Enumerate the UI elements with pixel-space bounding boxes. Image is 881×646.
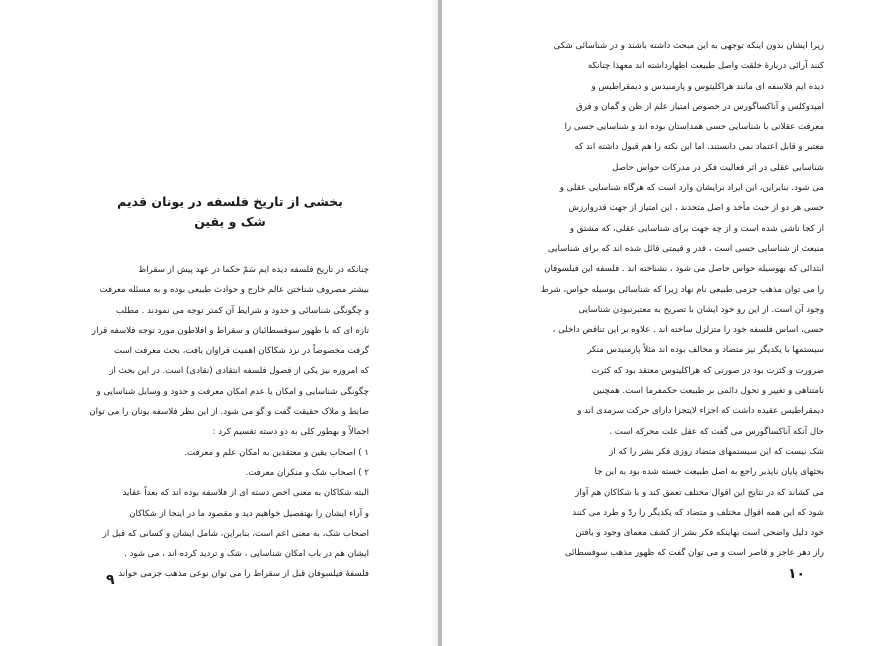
- text-line: چنانکه در تاریخ فلسفه دیده ایم سَمّ حکما در عهد پیش از سقراط: [138, 265, 369, 275]
- text-line: معرفت عقلانی با شناسایی حسی همداستان بوده اند و شناسایی حسی را: [564, 122, 824, 133]
- text-line: می شود. بنابراین، این ایراد برایشان وارد است که هرگاه شناسایی عقلی و: [559, 183, 824, 194]
- page-number-right: ۱۰: [788, 566, 806, 582]
- text-line: و آراء ایشان را بهتفصیل خواهیم دید و مقصود ما در اینجا از شکاکان: [129, 508, 369, 519]
- text-line: دیمقراطیس عقیده داشت که اجزاء لایتجزا دارای حرکت سرمدی اند و: [577, 406, 824, 417]
- chapter-title: [100, 192, 360, 232]
- text-line: امپدوکلس و آناکساگورس در خصوص امتیاز علم از ظن و گمان و فرق: [576, 101, 824, 112]
- text-line: معتبر و قابل اعتماد نمی دانستند. اما این نکته را هم قبول داشته اند که: [574, 142, 824, 153]
- text-line: تازه ای که با ظهور سوفسطائیان و سقراط و افلاطون مورد توجه فلاسفه قرار: [91, 325, 369, 336]
- text-line: منبعث از شناسایی حسی است ، قدر و قیمتی قائل شده اند که برای شناسایی: [547, 243, 824, 254]
- text-line: ابتدائی که بهوسیله حواس حاصل می شود ، نشناخته اند . فلسفه این فیلسوفان: [544, 264, 824, 275]
- text-line: حسی هر دو از حیث مأخذ و اصل متحدند ، این امتیاز از جهت قدروارزش: [568, 203, 824, 214]
- list-item-2: ۲ ) اصحاب شک و منکران معرفت.: [245, 467, 369, 478]
- text-line: ضابط و ملاک حقیقت گفت و گو می شود. از این نظر فلاسفه یونان را می توان: [89, 407, 369, 418]
- text-line: را می توان مذهب جزمی طبیعی نام نهاد زیرا که شناسائی بوسیله حواس، شرط: [540, 284, 824, 295]
- list-item-1: ۱ ) اصحاب یقین و معتقدین به امکان علم و معرفت.: [184, 447, 369, 458]
- chapter-title-line-1: بخشی از تاریخ فلسفه در یونان قدیم: [117, 194, 343, 209]
- text-line: بحثهای پایان ناپذیر راجع به اصل طبیعت خسته شده بود به این جا: [594, 467, 824, 478]
- text-line: اجمالاً و بهطور کلی به دو دسته تقسیم کرد :: [212, 427, 369, 438]
- text-line: از کجا ناشی شده است و از چه جهت برای شناسایی عقلی، که مشتق و: [569, 223, 824, 234]
- text-line: نامتناهی و تغییر و تحول دائمی بر طبیعت حکمفرما است. همچنین: [592, 386, 824, 397]
- left-page-body: [47, 260, 369, 585]
- right-page-body: [497, 36, 824, 564]
- text-line: شود که این همه اقوال مختلف و متضاد که یکدیگر را ردّ و طرد می کنند: [572, 507, 824, 518]
- text-line: حسی، اساس فلسفه خود را متزلزل ساخته اند . علاوه بر این تناقض داخلی ،: [552, 325, 824, 336]
- text-line: شناسایی عقلی در اثر فعالیت فکر در مدرکات حواس حاصل: [612, 162, 824, 173]
- text-line: راز دهر عاجز و قاصر است و می توان گفت که ظهور مذهب سوفسطائی: [564, 548, 824, 559]
- text-line: و چگونگی شناسائی و حدود و شرایط آن کمتر توجه می نمودند . مطلب: [115, 305, 369, 316]
- text-line: شک نیست که این سیستمهای متضاد روزی فکر بشر را که از: [609, 446, 824, 457]
- text-line: کنند آرائی دربارهٔ خلقت واصل طبیعت اظهارداشته اند معهذا چنانکه: [587, 61, 824, 72]
- text-line: خود دلیل واضحی است بهاینکه فکر بشر از کشف معمای وجود و یافتن: [575, 528, 824, 539]
- gutter-shadow-left: [430, 0, 438, 646]
- text-line: وجود آن است. از این رو خود ایشان با تصریح به معتبرنبودن شناسایی: [578, 304, 824, 315]
- text-line: می کشاند که در نتایج این اقوال مختلف تعمق کند و با شکاکان هم آواز: [575, 487, 824, 498]
- text-line: دیده ایم فلاسفه ای مانند هراکلیتوس و پارمنیدس و دیمقراطیس و: [591, 81, 824, 92]
- text-line: که امروزه نیز یکی از فصول فلسفه انتقادی (نقادی) است. در این بحث از: [109, 366, 369, 377]
- text-line: بیشتر مصروف شناختن عالم خارج و حوادث طبیعی بوده و به مسئله معرفت: [99, 285, 369, 296]
- text-line: ضرورت و کثرت بود در صورتی که هراکلیتوس معتقد بود که کثرت: [591, 365, 824, 376]
- text-line: زیرا ایشان بدون اینکه توجهی به این مبحث داشته باشند و در شناسائی شکی: [553, 41, 824, 51]
- text-line: البته شکاکان به معنی اخص دسته ای از فلاسفه بوده اند که بعداً عقاید: [122, 488, 369, 499]
- left-page: [0, 0, 438, 646]
- chapter-title-line-2: شک و یقین: [194, 214, 266, 229]
- text-line: سیستمها با یکدیگر نیز متضاد و مخالف بوده اند مثلاً پارمنیدس منکر: [587, 345, 824, 356]
- text-line: حال آنکه آناکساگورس می گفت که عقل علت محرکه است .: [609, 426, 824, 437]
- text-line: گرفت مخصوصاً در نزد شکاکان اهمیت فراوان یافت، بحث معرفت است: [114, 346, 369, 357]
- text-line: فلسفهٔ فیلسوفان قبل از سقراط را می توان نوعی مذهب جزمی خواند: [118, 569, 369, 580]
- text-line: اصحاب شک، به معنی اعم است، بنابراین، شامل ایشان و کسانی که قبل از: [102, 528, 369, 539]
- page-number-left: ۹: [106, 572, 115, 588]
- text-line: چگونگی شناسایی و امکان یا عدم امکان معرفت و حدود و وسایل شناسایی و: [96, 386, 369, 397]
- text-line: ایشان هم در باب امکان شناسایی ، شک و تردید کرده اند ، می شود .: [123, 549, 369, 560]
